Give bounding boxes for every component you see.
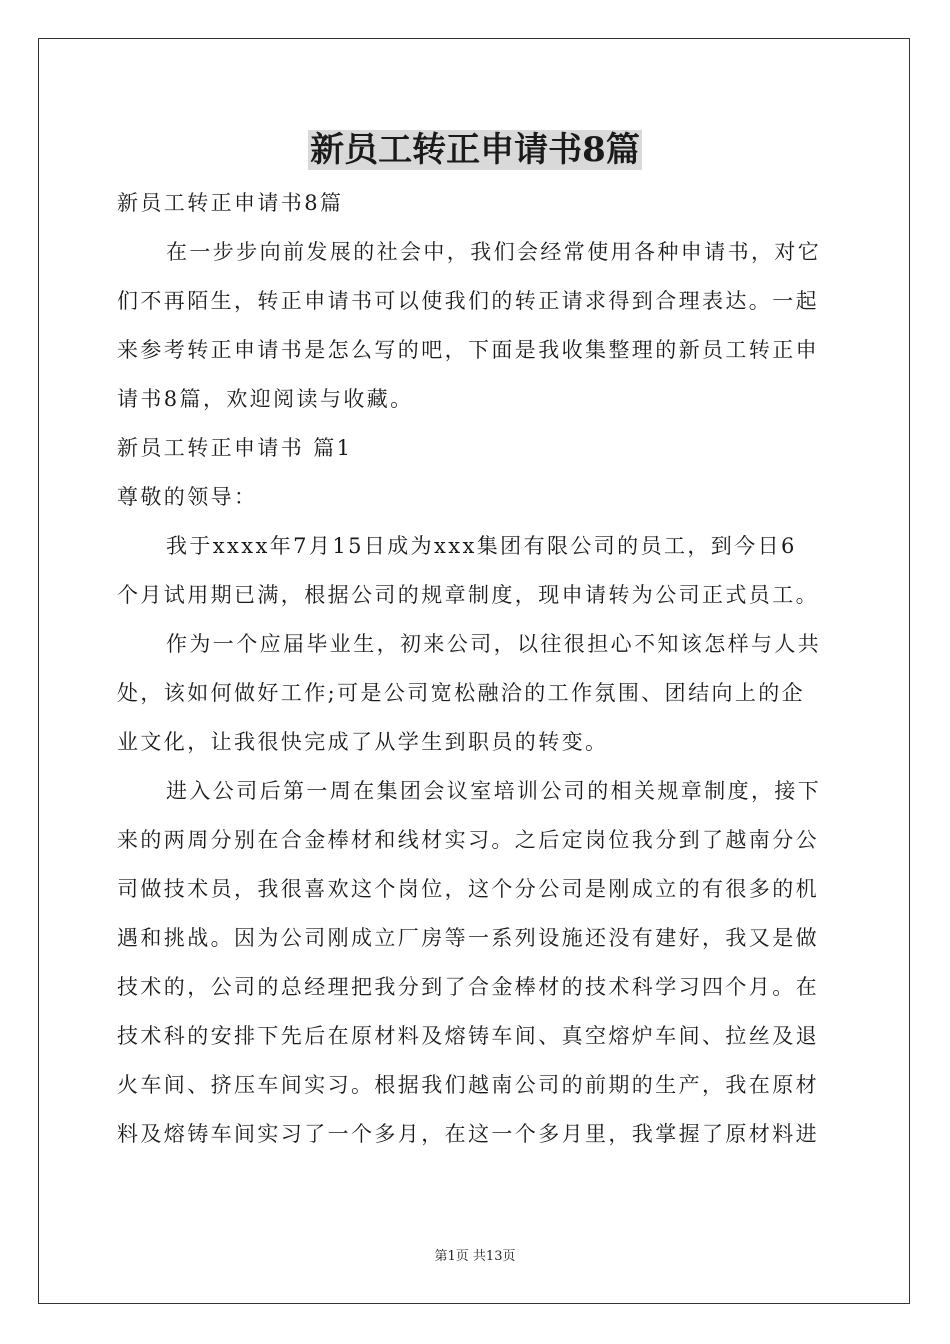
paragraph-line: 遇和挑战。因为公司刚成立厂房等一系列设施还没有建好，我又是做 (117, 926, 819, 950)
paragraph-line: 个月试用期已满，根据公司的规章制度，现申请转为公司正式员工。 (117, 583, 819, 607)
paragraph-line: 我于xxxx年7月15日成为xxx集团有限公司的员工，到今日6 (166, 534, 797, 558)
paragraph-line: 火车间、挤压车间实习。根据我们越南公司的前期的生产，我在原材 (117, 1073, 819, 1097)
paragraph-line: 料及熔铸车间实习了一个多月，在这一个多月里，我掌握了原材料进 (117, 1122, 819, 1146)
paragraph-line: 司做技术员，我很喜欢这个岗位，这个分公司是刚成立的有很多的机 (117, 877, 819, 901)
paragraph-line: 技术的，公司的总经理把我分到了合金棒材的技术科学习四个月。在 (117, 975, 819, 999)
paragraph-line: 们不再陌生，转正申请书可以使我们的转正请求得到合理表达。一起 (117, 289, 819, 313)
paragraph-line: 业文化，让我很快完成了从学生到职员的转变。 (117, 730, 609, 754)
document-title-text: 新员工转正申请书8篇 (310, 130, 640, 170)
salutation: 尊敬的领导： (117, 485, 258, 509)
document-body (117, 179, 837, 1159)
subtitle-line: 新员工转正申请书8篇 (117, 191, 344, 215)
paragraph-line: 请书8篇，欢迎阅读与收藏。 (117, 387, 414, 411)
paragraph-line: 技术科的安排下先后在原材料及熔铸车间、真空熔炉车间、拉丝及退 (117, 1024, 819, 1048)
paragraph-line: 在一步步向前发展的社会中，我们会经常使用各种申请书，对它 (166, 240, 822, 264)
section-heading: 新员工转正申请书 篇1 (117, 436, 353, 460)
paragraph-line: 来的两周分别在合金棒材和线材实习。之后定岗位我分到了越南分公 (117, 828, 819, 852)
page-footer: 第1页 共13页 (434, 1249, 516, 1264)
paragraph-line: 进入公司后第一周在集团会议室培训公司的相关规章制度，接下 (166, 779, 822, 803)
paragraph-line: 来参考转正申请书是怎么写的吧，下面是我收集整理的新员工转正申 (117, 338, 819, 362)
paragraph-line: 作为一个应届毕业生，初来公司，以往很担心不知该怎样与人共 (166, 632, 822, 656)
document-title (0, 125, 950, 175)
paragraph-line: 处，该如何做好工作;可是公司宽松融洽的工作氛围、团结向上的企 (117, 681, 806, 705)
